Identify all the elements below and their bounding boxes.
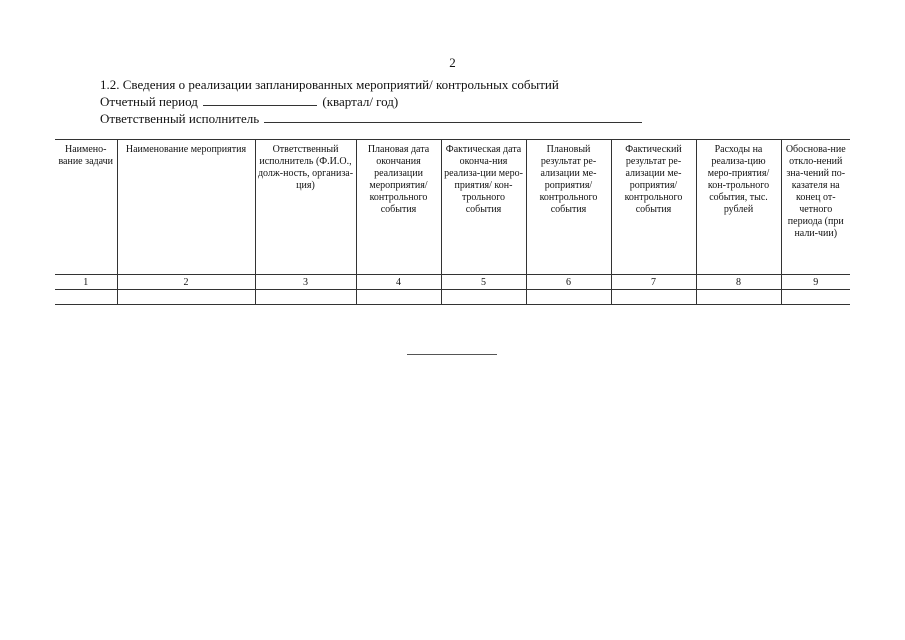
table-cell[interactable] <box>255 290 356 305</box>
table-cell[interactable] <box>356 290 441 305</box>
table-cell[interactable] <box>55 290 117 305</box>
column-number: 3 <box>255 275 356 290</box>
column-number-row <box>55 275 850 290</box>
column-number: 2 <box>117 275 255 290</box>
executor-label: Ответственный исполнитель <box>100 111 260 126</box>
header-event-name: Наименование мероприятия <box>117 140 255 275</box>
table-cell[interactable] <box>696 290 781 305</box>
header-responsible: Ответственный исполнитель (Ф.И.О., долж-ность, организа-ция) <box>255 140 356 275</box>
reporting-period-suffix: (квартал/ год) <box>322 94 399 109</box>
table-cell[interactable] <box>781 290 850 305</box>
column-number: 6 <box>526 275 611 290</box>
executor-field[interactable] <box>264 112 642 123</box>
form-heading <box>100 76 642 127</box>
table-cell[interactable] <box>441 290 526 305</box>
executor-row <box>100 110 642 127</box>
header-actual-date: Фактическая дата оконча-ния реализа-ции меро-приятия/ кон-трольного события <box>441 140 526 275</box>
column-number: 9 <box>781 275 850 290</box>
column-number: 4 <box>356 275 441 290</box>
reporting-period-label: Отчетный период <box>100 94 198 109</box>
report-table <box>55 139 850 305</box>
header-task-name: Наимено-вание задачи <box>55 140 117 275</box>
header-planned-date: Плановая дата окончания реализации мероприятия/ контрольного события <box>356 140 441 275</box>
form-title: 1.2. Сведения о реализации запланированных мероприятий/ контрольных событий <box>100 77 559 92</box>
reporting-period-field[interactable] <box>203 95 317 106</box>
column-number: 1 <box>55 275 117 290</box>
header-justification: Обоснова-ние откло-нений зна-чений по-казателя на конец от-четного периода (при нали-чии) <box>781 140 850 275</box>
table-header-row <box>55 140 850 275</box>
column-number: 5 <box>441 275 526 290</box>
table-cell[interactable] <box>611 290 696 305</box>
header-planned-result: Плановый результат ре-ализации ме-роприятия/ контрольного события <box>526 140 611 275</box>
column-number: 7 <box>611 275 696 290</box>
column-number: 8 <box>696 275 781 290</box>
page-number: 2 <box>449 55 456 70</box>
table-row <box>55 290 850 305</box>
header-actual-result: Фактический результат ре-ализации ме-роприятия/ контрольного события <box>611 140 696 275</box>
table-cell[interactable] <box>526 290 611 305</box>
footer-divider <box>407 354 497 355</box>
header-expenses: Расходы на реализа-цию меро-приятия/ кон-трольного события, тыс. рублей <box>696 140 781 275</box>
reporting-period-row <box>100 93 642 110</box>
table-cell[interactable] <box>117 290 255 305</box>
